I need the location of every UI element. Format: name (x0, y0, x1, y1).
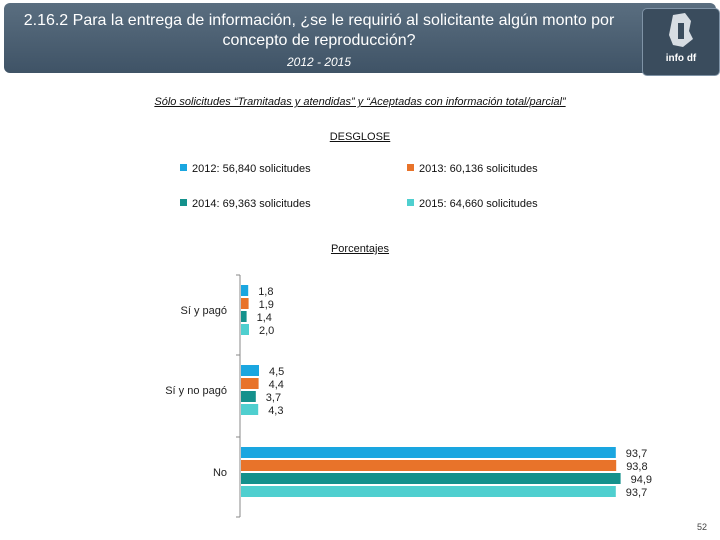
data-label: 93,7 (625, 448, 648, 460)
legend-label-2014: 2014: 69,363 solicitudes (192, 198, 311, 210)
bar-2014 (241, 473, 621, 484)
bar-2014 (241, 311, 247, 322)
bar-2013 (241, 298, 249, 309)
logo-text: info df (665, 53, 697, 64)
bar-2015 (241, 404, 258, 415)
bar-2012 (241, 365, 259, 376)
bar-2015 (241, 486, 616, 497)
bar-2012 (241, 285, 248, 296)
porcentajes-heading: Porcentajes (330, 243, 390, 255)
bar-2015 (241, 324, 249, 335)
data-label: 93,8 (626, 461, 648, 473)
data-label: 4,5 (269, 366, 285, 378)
legend-label-2013: 2013: 60,136 solicitudes (419, 163, 538, 175)
data-label: 1,8 (258, 286, 274, 298)
data-label: 4,3 (268, 405, 284, 417)
subtitle: Sólo solicitudes “Tramitadas y atendidas” y “Aceptadas con información total/parcial” (154, 96, 566, 108)
category-label: Sí y pagó (180, 305, 227, 317)
year-range: 2012 - 2015 (286, 55, 352, 69)
bar-2012 (241, 447, 616, 458)
data-label: 93,7 (625, 487, 648, 499)
bar-2013 (241, 378, 259, 389)
data-label: 3,7 (265, 392, 282, 404)
page-number: 52 (696, 522, 707, 532)
legend-label-2012: 2012: 56,840 solicitudes (192, 163, 311, 175)
bar-2014 (241, 391, 256, 402)
page-title: 2.16.2 Para la entrega de información, ¿se le requirió al solicitante algún monto por concepto de reproducción? (23, 12, 615, 49)
data-label: 2,0 (259, 325, 275, 337)
desglose-heading: DESGLOSE (329, 131, 391, 143)
data-label: 1,4 (256, 312, 272, 324)
legend-label-2015: 2015: 64,660 solicitudes (419, 198, 538, 210)
data-label: 4,4 (268, 379, 284, 391)
data-label: 1,9 (258, 299, 274, 311)
category-label: Sí y no pagó (165, 385, 227, 397)
bar-2013 (241, 460, 616, 471)
category-label: No (212, 467, 227, 479)
data-label: 94,9 (630, 474, 653, 486)
